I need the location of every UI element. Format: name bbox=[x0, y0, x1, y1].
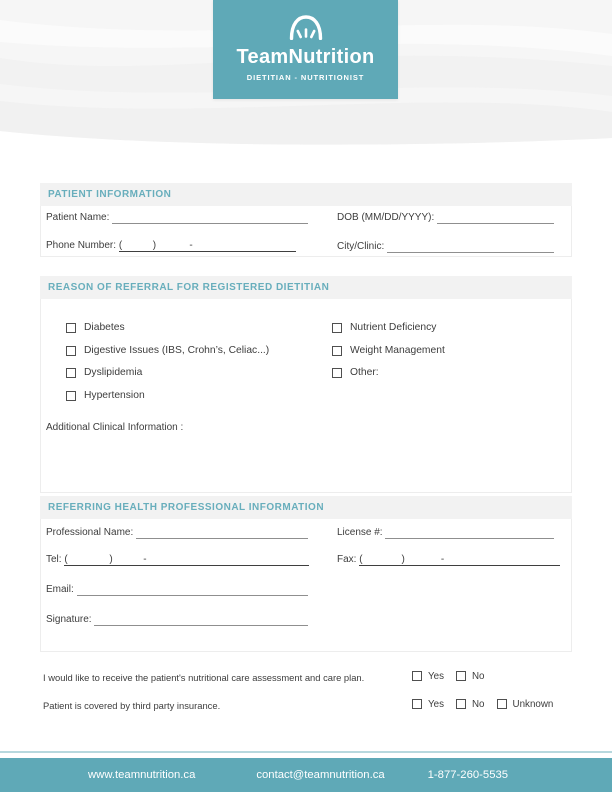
email-blank[interactable] bbox=[77, 582, 308, 596]
care-plan-no-checkbox[interactable] bbox=[456, 671, 466, 681]
hypertension-checkbox[interactable] bbox=[66, 391, 76, 401]
reason-of-referral-body bbox=[40, 299, 572, 493]
insurance-question: Patient is covered by third party insurance. bbox=[43, 700, 221, 711]
dob-label: DOB (MM/DD/YYYY): bbox=[337, 212, 438, 223]
fax-blank[interactable]: ( ) - bbox=[359, 553, 560, 566]
professional-name-label: Professional Name: bbox=[46, 527, 137, 538]
digestive-issues-checkbox[interactable] bbox=[66, 346, 76, 356]
patient-name-label: Patient Name: bbox=[46, 212, 113, 223]
insurance-unknown-checkbox[interactable] bbox=[497, 699, 507, 709]
signature-label: Signature: bbox=[46, 614, 95, 625]
arch-sprout-icon bbox=[286, 12, 326, 40]
reason-of-referral-heading: REASON OF REFERRAL FOR REGISTERED DIETITIAN bbox=[40, 276, 572, 299]
insurance-no-checkbox[interactable] bbox=[456, 699, 466, 709]
brand-name: TeamNutrition bbox=[236, 46, 375, 68]
other-label: Other: bbox=[350, 367, 379, 378]
phone-number-label: Phone Number: bbox=[46, 240, 119, 251]
license-label: License #: bbox=[337, 527, 386, 538]
professional-name-blank[interactable] bbox=[136, 525, 308, 539]
email-label: Email: bbox=[46, 584, 77, 595]
additional-clinical-information-label: Additional Clinical Information : bbox=[46, 422, 184, 433]
dyslipidemia-checkbox[interactable] bbox=[66, 368, 76, 378]
patient-name-blank[interactable] bbox=[112, 210, 308, 224]
dyslipidemia-label: Dyslipidemia bbox=[84, 367, 143, 378]
care-plan-yes-label: Yes bbox=[428, 671, 444, 682]
care-plan-options bbox=[412, 671, 497, 683]
insurance-no-label: No bbox=[471, 699, 485, 710]
digestive-issues-label: Digestive Issues (IBS, Crohn’s, Celiac...) bbox=[84, 345, 270, 356]
diabetes-checkbox[interactable] bbox=[66, 323, 76, 333]
team-nutrition-logo bbox=[213, 0, 398, 99]
footer-phone: 1-877-260-5535 bbox=[427, 769, 509, 781]
tel-blank[interactable]: ( ) - bbox=[64, 553, 309, 566]
weight-management-checkbox[interactable] bbox=[332, 346, 342, 356]
signature-blank[interactable] bbox=[94, 612, 308, 626]
weight-management-label: Weight Management bbox=[350, 345, 445, 356]
care-plan-yes-checkbox[interactable] bbox=[412, 671, 422, 681]
diabetes-label: Diabetes bbox=[84, 322, 125, 333]
insurance-yes-label: Yes bbox=[428, 699, 444, 710]
nutrient-deficiency-label: Nutrient Deficiency bbox=[350, 322, 437, 333]
license-blank[interactable] bbox=[385, 525, 554, 539]
care-plan-question: I would like to receive the patient's nutritional care assessment and care plan. bbox=[43, 672, 365, 683]
footer-email: contact@teamnutrition.ca bbox=[256, 769, 385, 781]
patient-information-heading: PATIENT INFORMATION bbox=[40, 183, 572, 206]
referring-professional-heading: REFERRING HEALTH PROFESSIONAL INFORMATION bbox=[40, 496, 572, 519]
other-checkbox[interactable] bbox=[332, 368, 342, 378]
dob-blank[interactable] bbox=[437, 210, 554, 224]
phone-number-blank[interactable]: ( ) - bbox=[119, 239, 296, 252]
insurance-yes-checkbox[interactable] bbox=[412, 699, 422, 709]
insurance-unknown-label: Unknown bbox=[512, 699, 554, 710]
hypertension-label: Hypertension bbox=[84, 390, 145, 401]
care-plan-no-label: No bbox=[471, 671, 485, 682]
city-clinic-label: City/Clinic: bbox=[337, 241, 388, 252]
patient-information-body bbox=[40, 206, 572, 257]
brand-tagline: DIETITIAN - NUTRITIONIST bbox=[246, 73, 365, 82]
footer-website: www.teamnutrition.ca bbox=[88, 769, 196, 781]
footer-bar bbox=[0, 758, 612, 792]
city-clinic-blank[interactable] bbox=[387, 239, 554, 253]
footer-accent-line bbox=[0, 751, 612, 753]
referring-professional-body bbox=[40, 519, 572, 652]
insurance-options bbox=[412, 699, 565, 711]
nutrient-deficiency-checkbox[interactable] bbox=[332, 323, 342, 333]
tel-label: Tel: bbox=[46, 554, 65, 565]
fax-label: Fax: bbox=[337, 554, 360, 565]
additional-clinical-information-area[interactable] bbox=[46, 437, 566, 487]
